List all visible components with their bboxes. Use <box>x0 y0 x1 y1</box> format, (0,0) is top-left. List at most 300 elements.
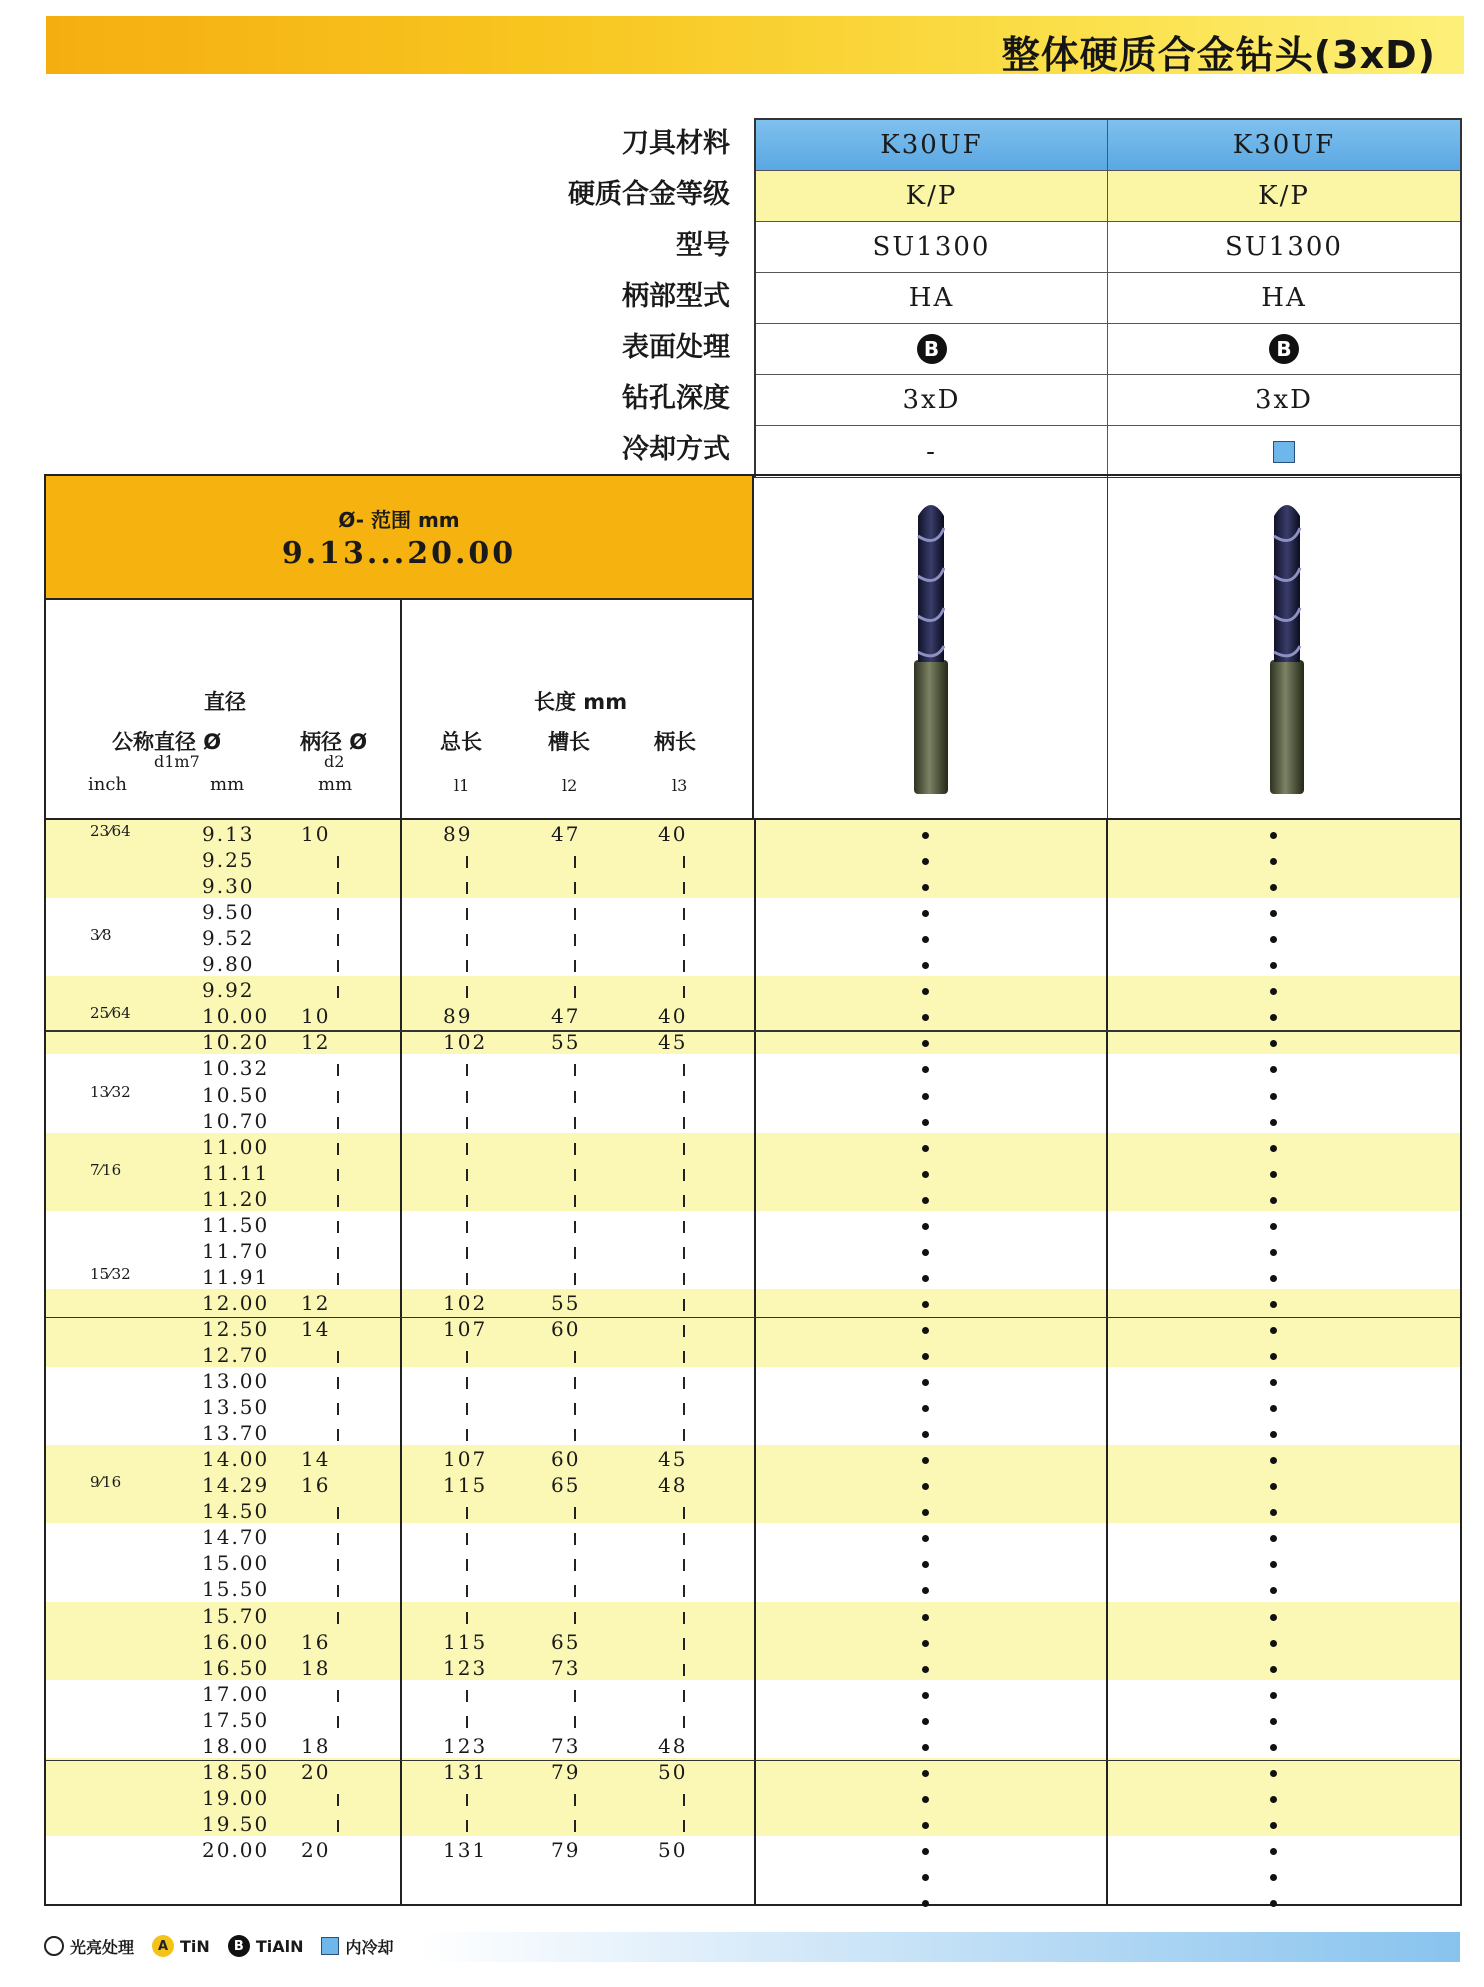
column-divider <box>754 820 756 1904</box>
property-grid <box>754 118 1462 478</box>
range-tick <box>337 1247 339 1259</box>
cell-mm: 17.00 <box>202 1681 270 1706</box>
cell-mm: 17.50 <box>202 1707 270 1732</box>
cell-mm: 15.50 <box>202 1577 270 1602</box>
range-tick <box>683 1169 685 1181</box>
availability-dot <box>922 1301 929 1308</box>
range-tick <box>337 1429 339 1441</box>
product-table <box>44 474 1462 1906</box>
range-tick <box>337 1117 339 1129</box>
range-tick <box>337 986 339 998</box>
range-tick <box>683 1664 685 1676</box>
availability-dot <box>1270 1796 1277 1803</box>
availability-dot <box>1270 1353 1277 1360</box>
range-tick <box>683 1507 685 1519</box>
property-row <box>756 375 1460 426</box>
availability-dot <box>922 1275 929 1282</box>
range-tick <box>466 1585 468 1597</box>
range-tick <box>466 1195 468 1207</box>
range-tick <box>574 1403 576 1415</box>
range-tick <box>337 1091 339 1103</box>
availability-dot <box>922 1822 929 1829</box>
cell-inch: 7⁄16 <box>90 1160 122 1179</box>
range-tick <box>466 1377 468 1389</box>
cell-d2: 10 <box>301 822 331 846</box>
cell-mm: 16.50 <box>202 1655 270 1680</box>
availability-dot <box>1270 832 1277 839</box>
range-tick <box>337 1064 339 1076</box>
range-tick <box>466 1143 468 1155</box>
cell-mm: 14.29 <box>202 1473 270 1498</box>
property-row <box>756 426 1460 477</box>
range-tick <box>574 908 576 920</box>
range-tick <box>466 1091 468 1103</box>
cell-l1: 89 <box>443 822 473 846</box>
header-flute-length: 槽长 <box>548 730 590 754</box>
range-tick <box>466 934 468 946</box>
property-label: 硬质合金等级 <box>568 179 730 210</box>
header-length: 长度 mm <box>534 690 628 714</box>
diameter-range-box <box>46 476 754 600</box>
availability-dot <box>1270 910 1277 917</box>
range-tick <box>337 1377 339 1389</box>
range-tick <box>466 1533 468 1545</box>
cell-mm: 13.00 <box>202 1369 270 1394</box>
header-l2: l2 <box>562 776 578 795</box>
range-tick <box>337 1690 339 1702</box>
availability-dot <box>1270 1718 1277 1725</box>
property-value <box>1108 171 1460 221</box>
availability-dot <box>1270 1848 1277 1855</box>
cell-mm: 13.50 <box>202 1395 270 1420</box>
availability-dot <box>1270 1249 1277 1256</box>
availability-dot <box>1270 1587 1277 1594</box>
coating-b-icon: B <box>228 1935 250 1957</box>
range-tick <box>574 1117 576 1129</box>
range-tick <box>337 1585 339 1597</box>
availability-dot <box>922 1692 929 1699</box>
range-tick <box>466 1507 468 1519</box>
availability-dot <box>1270 1744 1277 1751</box>
cell-l1: 123 <box>443 1733 488 1758</box>
property-row <box>756 324 1460 375</box>
range-label: Ø- 范围 mm <box>338 508 460 532</box>
availability-dot <box>922 1666 929 1673</box>
legend-bright <box>44 1935 134 1958</box>
range-tick <box>574 1559 576 1571</box>
range-tick <box>337 1716 339 1728</box>
availability-dot <box>922 1327 929 1334</box>
range-tick <box>466 1351 468 1363</box>
range-tick <box>466 1716 468 1728</box>
range-tick <box>683 1273 685 1285</box>
legend-tin <box>152 1935 210 1957</box>
property-value <box>756 273 1108 323</box>
availability-dot <box>922 1353 929 1360</box>
cell-mm: 12.50 <box>202 1316 270 1341</box>
range-tick <box>683 960 685 972</box>
availability-dot <box>1270 1066 1277 1073</box>
range-tick <box>337 1221 339 1233</box>
availability-dot <box>1270 1770 1277 1777</box>
cell-mm: 20.00 <box>202 1837 270 1862</box>
header-l3: l3 <box>672 776 688 795</box>
property-value <box>1108 222 1460 272</box>
legend-bar <box>420 1932 1460 1962</box>
cell-d2: 14 <box>301 1447 331 1472</box>
cell-l2: 60 <box>551 1316 581 1341</box>
range-tick <box>466 1690 468 1702</box>
cell-mm: 10.32 <box>202 1056 270 1081</box>
cell-mm: 16.00 <box>202 1629 270 1654</box>
property-value <box>756 120 1108 170</box>
cell-l1: 115 <box>443 1629 488 1654</box>
property-row <box>756 222 1460 273</box>
property-label: 柄部型式 <box>622 281 730 312</box>
legend-tialn-label: TiAlN <box>255 1936 304 1956</box>
property-value-text: 3xD <box>1254 385 1314 415</box>
cell-mm: 11.11 <box>202 1160 270 1185</box>
availability-dot <box>922 1640 929 1647</box>
availability-dot <box>1270 1145 1277 1152</box>
cell-mm: 14.50 <box>202 1499 270 1524</box>
availability-dot <box>922 1171 929 1178</box>
availability-dot <box>1270 1900 1277 1907</box>
cell-l3: 50 <box>658 1837 688 1862</box>
range-tick <box>337 1820 339 1832</box>
cell-l3: 48 <box>658 1733 688 1758</box>
range-tick <box>337 856 339 868</box>
range-tick <box>683 1117 685 1129</box>
range-tick <box>466 856 468 868</box>
range-tick <box>337 882 339 894</box>
cell-mm: 15.70 <box>202 1603 270 1628</box>
range-tick <box>683 1064 685 1076</box>
range-tick <box>466 1169 468 1181</box>
cell-inch: 13⁄32 <box>90 1082 131 1101</box>
row-band <box>46 820 1460 898</box>
cell-mm: 9.80 <box>202 952 255 977</box>
cell-mm: 12.70 <box>202 1343 270 1367</box>
availability-dot <box>922 1066 929 1073</box>
range-tick <box>574 1169 576 1181</box>
range-tick <box>466 1403 468 1415</box>
property-value-text: SU1300 <box>1225 232 1343 262</box>
cell-mm: 11.00 <box>202 1134 270 1159</box>
availability-dot <box>922 1145 929 1152</box>
range-tick <box>337 1195 339 1207</box>
cell-l3: 48 <box>658 1473 688 1498</box>
availability-dot <box>922 1796 929 1803</box>
range-tick <box>683 1299 685 1311</box>
cell-l1: 131 <box>443 1837 488 1862</box>
availability-dot <box>922 1587 929 1594</box>
cell-l2: 73 <box>551 1733 581 1758</box>
drill-image-k30uf-1 <box>756 476 1108 818</box>
cell-l3: 45 <box>658 1447 688 1472</box>
property-value <box>1108 375 1460 425</box>
cell-mm: 9.13 <box>202 822 255 846</box>
range-tick <box>574 1377 576 1389</box>
cell-l1: 115 <box>443 1473 488 1498</box>
cell-mm: 12.00 <box>202 1290 270 1315</box>
cell-d2: 10 <box>301 1004 331 1029</box>
range-tick <box>466 1064 468 1076</box>
cell-l2: 79 <box>551 1837 581 1862</box>
availability-dot <box>922 1874 929 1881</box>
cell-mm: 15.00 <box>202 1551 270 1576</box>
range-tick <box>337 1507 339 1519</box>
coating-b-icon: B <box>917 334 947 364</box>
availability-dot <box>922 1405 929 1412</box>
cell-l3: 45 <box>658 1030 688 1055</box>
cell-l1: 102 <box>443 1030 488 1055</box>
range-tick <box>574 856 576 868</box>
availability-dot <box>1270 962 1277 969</box>
property-value <box>756 171 1108 221</box>
range-tick <box>466 1559 468 1571</box>
availability-dot <box>922 1197 929 1204</box>
cell-d2: 18 <box>301 1733 331 1758</box>
range-tick <box>337 1351 339 1363</box>
range-tick <box>574 1794 576 1806</box>
cell-l3: 50 <box>658 1759 688 1784</box>
cell-mm: 11.50 <box>202 1212 270 1237</box>
property-value-text: 3xD <box>902 385 961 415</box>
cell-mm: 18.00 <box>202 1733 270 1758</box>
range-tick <box>466 986 468 998</box>
cell-mm: 10.00 <box>202 1004 270 1029</box>
range-tick <box>683 1716 685 1728</box>
cell-inch: 25⁄64 <box>90 1004 131 1023</box>
availability-dot <box>922 1119 929 1126</box>
legend-internal <box>321 1935 393 1958</box>
cell-mm: 14.00 <box>202 1447 270 1472</box>
range-tick <box>683 1377 685 1389</box>
range-tick <box>683 1351 685 1363</box>
cell-l1: 102 <box>443 1290 488 1315</box>
availability-dot <box>922 832 929 839</box>
cell-d2: 14 <box>301 1316 331 1341</box>
range-tick <box>574 1716 576 1728</box>
header-inch: inch <box>88 774 128 795</box>
range-tick <box>337 1403 339 1415</box>
cell-mm: 9.25 <box>202 848 255 873</box>
property-value <box>756 426 1108 477</box>
cell-l1: 123 <box>443 1655 488 1680</box>
availability-dot <box>922 1431 929 1438</box>
cell-l1: 89 <box>443 1004 473 1029</box>
range-tick <box>466 1273 468 1285</box>
range-tick <box>337 934 339 946</box>
range-value: 9.13...20.00 <box>281 536 517 571</box>
availability-dot <box>922 1249 929 1256</box>
property-label: 冷却方式 <box>622 434 730 465</box>
legend <box>44 1926 393 1966</box>
availability-dot <box>1270 1692 1277 1699</box>
property-row <box>756 120 1460 171</box>
range-tick <box>574 1273 576 1285</box>
cell-l2: 47 <box>551 822 581 846</box>
availability-dot <box>922 1848 929 1855</box>
property-label: 钻孔深度 <box>622 383 730 414</box>
property-value <box>1108 426 1460 477</box>
cell-d2: 16 <box>301 1629 331 1654</box>
title-bar <box>46 16 1464 77</box>
availability-dot <box>922 858 929 865</box>
header-total-length: 总长 <box>440 730 482 754</box>
range-tick <box>683 1638 685 1650</box>
range-tick <box>683 1195 685 1207</box>
legend-internal-label: 内冷却 <box>345 1937 394 1957</box>
range-tick <box>683 856 685 868</box>
drill-image-k30uf-2 <box>1108 476 1460 818</box>
property-row <box>756 273 1460 324</box>
property-value <box>1108 120 1460 170</box>
availability-dot <box>1270 1561 1277 1568</box>
cell-l2: 55 <box>551 1290 581 1315</box>
drill-icon <box>1108 476 1460 818</box>
range-tick <box>337 1143 339 1155</box>
range-tick <box>466 1247 468 1259</box>
cell-mm: 11.91 <box>202 1264 270 1289</box>
cell-l2: 55 <box>551 1030 581 1055</box>
cell-mm: 13.70 <box>202 1421 270 1446</box>
header-shank-length: 柄长 <box>654 730 696 754</box>
range-tick <box>466 1429 468 1441</box>
coating-a-icon: A <box>152 1935 174 1957</box>
availability-dot <box>1270 1275 1277 1282</box>
range-tick <box>683 1091 685 1103</box>
range-tick <box>574 960 576 972</box>
availability-dot <box>922 962 929 969</box>
range-tick <box>337 1533 339 1545</box>
range-tick <box>683 1820 685 1832</box>
range-tick <box>574 1507 576 1519</box>
circle-icon <box>44 1936 64 1956</box>
cell-mm: 9.52 <box>202 926 255 951</box>
cell-mm: 10.50 <box>202 1082 270 1107</box>
cell-inch: 23⁄64 <box>90 822 131 840</box>
range-tick <box>574 1690 576 1702</box>
column-header-area <box>46 600 754 820</box>
internal-cooling-icon <box>1273 441 1295 463</box>
range-tick <box>337 1273 339 1285</box>
header-l1: l1 <box>454 776 470 795</box>
data-rows <box>46 820 1460 1904</box>
availability-dot <box>922 936 929 943</box>
cell-l1: 107 <box>443 1316 488 1341</box>
cell-mm: 18.50 <box>202 1759 270 1784</box>
availability-dot <box>1270 1614 1277 1621</box>
cell-mm: 11.70 <box>202 1238 270 1263</box>
availability-dot <box>1270 1223 1277 1230</box>
property-value <box>756 375 1108 425</box>
cell-l2: 47 <box>551 1004 581 1029</box>
range-tick <box>466 1221 468 1233</box>
availability-dot <box>922 1744 929 1751</box>
internal-cooling-icon <box>321 1937 339 1955</box>
range-tick <box>574 882 576 894</box>
availability-dot <box>1270 1535 1277 1542</box>
property-row <box>756 171 1460 222</box>
range-tick <box>337 1612 339 1624</box>
cell-mm: 11.20 <box>202 1186 270 1211</box>
availability-dot <box>922 1223 929 1230</box>
drill-icon <box>756 476 1108 818</box>
column-divider <box>1106 820 1108 1904</box>
cell-l2: 60 <box>551 1447 581 1472</box>
range-tick <box>574 1091 576 1103</box>
cell-mm: 9.92 <box>202 978 255 1003</box>
property-label: 型号 <box>676 230 730 261</box>
availability-dot <box>922 1900 929 1907</box>
range-tick <box>574 1221 576 1233</box>
range-tick <box>683 1690 685 1702</box>
availability-dot <box>1270 1197 1277 1204</box>
range-tick <box>574 1429 576 1441</box>
availability-dot <box>1270 1822 1277 1829</box>
header-d1m7: d1m7 <box>154 752 200 771</box>
availability-dot <box>922 1093 929 1100</box>
header-nominal-diameter: 公称直径 Ø <box>112 730 222 754</box>
property-value <box>1108 324 1460 374</box>
range-tick <box>337 960 339 972</box>
range-tick <box>574 1820 576 1832</box>
cell-mm: 9.50 <box>202 900 255 925</box>
property-value-text: K/P <box>1258 181 1310 211</box>
range-tick <box>683 1221 685 1233</box>
availability-dot <box>1270 1327 1277 1334</box>
property-value-text: K30UF <box>880 130 983 160</box>
range-tick <box>683 908 685 920</box>
range-tick <box>683 986 685 998</box>
cell-mm: 19.00 <box>202 1785 270 1810</box>
range-tick <box>683 1429 685 1441</box>
range-tick <box>574 1064 576 1076</box>
cell-l1: 131 <box>443 1759 488 1784</box>
cell-inch: 3⁄8 <box>90 926 112 945</box>
range-tick <box>683 1247 685 1259</box>
availability-dot <box>1270 1640 1277 1647</box>
availability-dot <box>1270 1431 1277 1438</box>
availability-dot <box>1270 1379 1277 1386</box>
availability-dot <box>922 910 929 917</box>
cell-d2: 12 <box>301 1030 331 1055</box>
range-tick <box>574 1351 576 1363</box>
range-tick <box>574 986 576 998</box>
range-tick <box>466 1794 468 1806</box>
range-tick <box>683 1143 685 1155</box>
availability-dot <box>1270 1666 1277 1673</box>
range-tick <box>683 1585 685 1597</box>
range-tick <box>574 1612 576 1624</box>
availability-dot <box>922 1614 929 1621</box>
availability-dot <box>922 1718 929 1725</box>
property-value-text: HA <box>1261 283 1307 313</box>
property-value <box>756 324 1108 374</box>
cell-inch: 9⁄16 <box>90 1473 122 1492</box>
cell-d2: 18 <box>301 1655 331 1680</box>
availability-dot <box>1270 1874 1277 1881</box>
range-tick <box>337 1169 339 1181</box>
cell-d2: 12 <box>301 1290 331 1315</box>
range-tick <box>466 1820 468 1832</box>
header-diameter: 直径 <box>204 690 246 714</box>
range-tick <box>574 1143 576 1155</box>
range-tick <box>574 1247 576 1259</box>
range-tick <box>683 1559 685 1571</box>
